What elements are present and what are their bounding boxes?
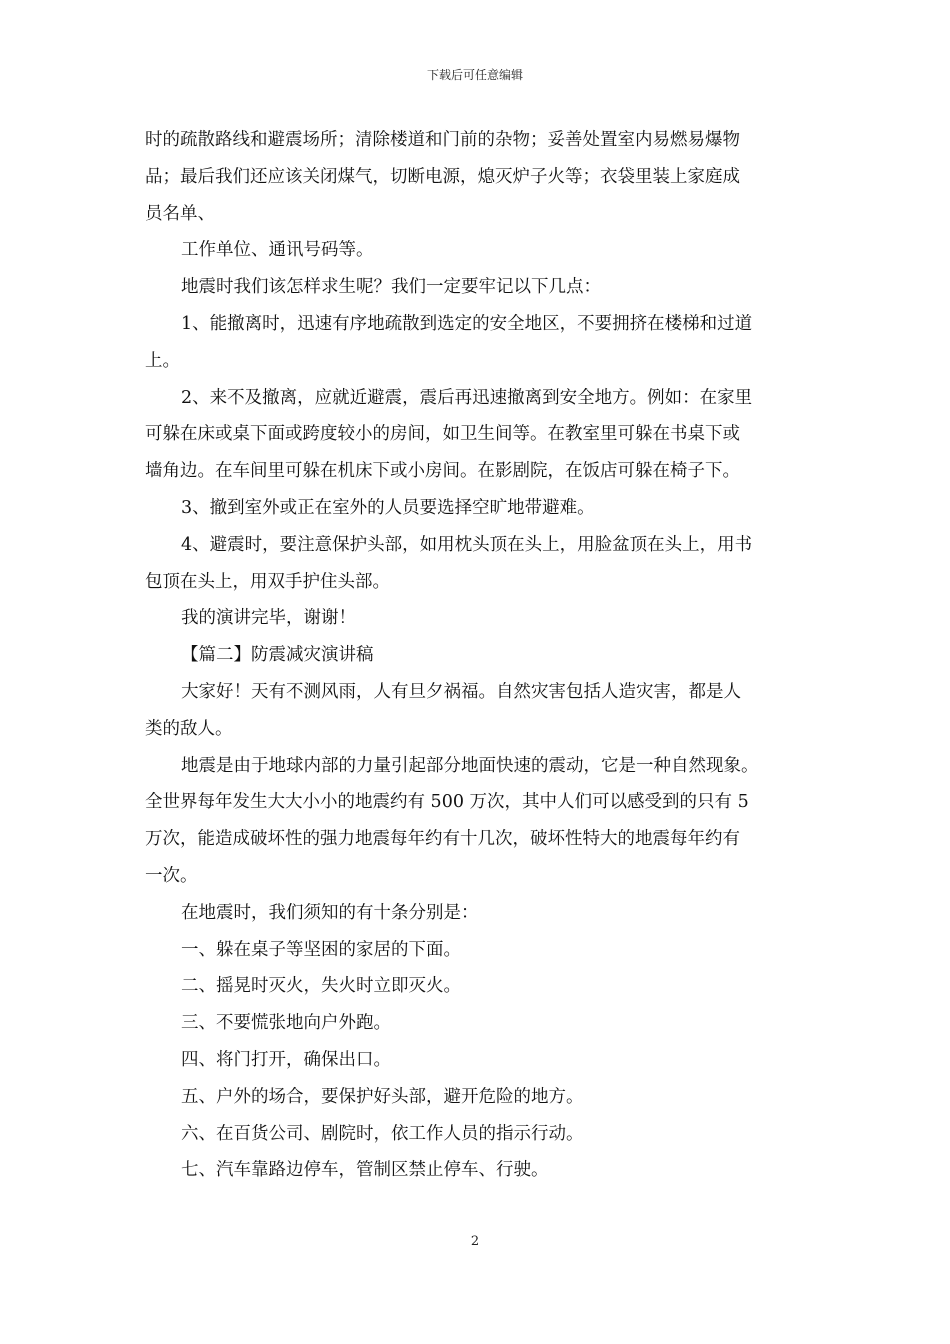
- text-line: 时的疏散路线和避震场所；清除楼道和门前的杂物；妥善处置室内易燃易爆物: [145, 130, 740, 150]
- text-line: 2、来不及撤离，应就近避震，震后再迅速撤离到安全地方。例如：在家里: [181, 387, 753, 408]
- text-line: 六、在百货公司、剧院时，依工作人员的指示行动。: [181, 1123, 584, 1144]
- text-line: 五、户外的场合，要保护好头部，避开危险的地方。: [181, 1086, 584, 1107]
- text-line: 地震是由于地球内部的力量引起部分地面快速的震动，它是一种自然现象。: [181, 755, 759, 776]
- text-line: 上。: [145, 350, 180, 371]
- document-body: [145, 122, 825, 1189]
- text-line: 我的演讲完毕，谢谢！: [181, 608, 356, 629]
- text-line: 七、汽车靠路边停车，管制区禁止停车、行驶。: [181, 1160, 549, 1181]
- text-line: 墙角边。在车间里可躲在机床下或小房间。在影剧院，在饭店可躲在椅子下。: [145, 461, 740, 482]
- text-line: 【篇二】防震减灾演讲稿: [181, 645, 374, 666]
- text-line: 二、摇晃时灭火，失火时立即灭火。: [181, 976, 461, 997]
- text-line: 工作单位、通讯号码等。: [181, 240, 374, 261]
- text-line: 万次，能造成破坏性的强力地震每年约有十几次，破坏性特大的地震每年约有: [145, 829, 740, 850]
- page-number: 2: [470, 1234, 480, 1249]
- text-line: 1、能撤离时，迅速有序地疏散到选定的安全地区，不要拥挤在楼梯和过道: [181, 313, 753, 334]
- text-line: 在地震时，我们须知的有十条分别是：: [181, 902, 479, 923]
- text-line: 三、不要慌张地向户外跑。: [181, 1013, 391, 1034]
- text-line: 大家好！天有不测风雨，人有旦夕祸福。自然灾害包括人造灾害，都是人: [181, 681, 741, 702]
- text-line: 4、避震时，要注意保护头部，如用枕头顶在头上，用脸盆顶在头上，用书: [181, 534, 753, 555]
- text-line: 全世界每年发生大大小小的地震约有 500 万次，其中人们可以感受到的只有 5: [145, 792, 749, 813]
- text-line: 一次。: [145, 865, 198, 886]
- text-line: 可躲在床或桌下面或跨度较小的房间，如卫生间等。在教室里可躲在书桌下或: [145, 424, 740, 445]
- text-line: 类的敌人。: [145, 718, 233, 739]
- text-line: 品；最后我们还应该关闭煤气，切断电源，熄灭炉子火等；衣袋里装上家庭成: [145, 166, 740, 187]
- text-line: 一、躲在桌子等坚困的家居的下面。: [181, 939, 461, 960]
- text-line: 3、撤到室外或正在室外的人员要选择空旷地带避难。: [181, 497, 595, 518]
- page-header: 下载后可任意编辑: [426, 68, 523, 82]
- text-line: 地震时我们该怎样求生呢？我们一定要牢记以下几点：: [181, 277, 601, 298]
- text-line: 员名单、: [145, 203, 215, 224]
- text-line: 包顶在头上，用双手护住头部。: [145, 571, 390, 592]
- text-line: 四、将门打开，确保出口。: [181, 1049, 391, 1070]
